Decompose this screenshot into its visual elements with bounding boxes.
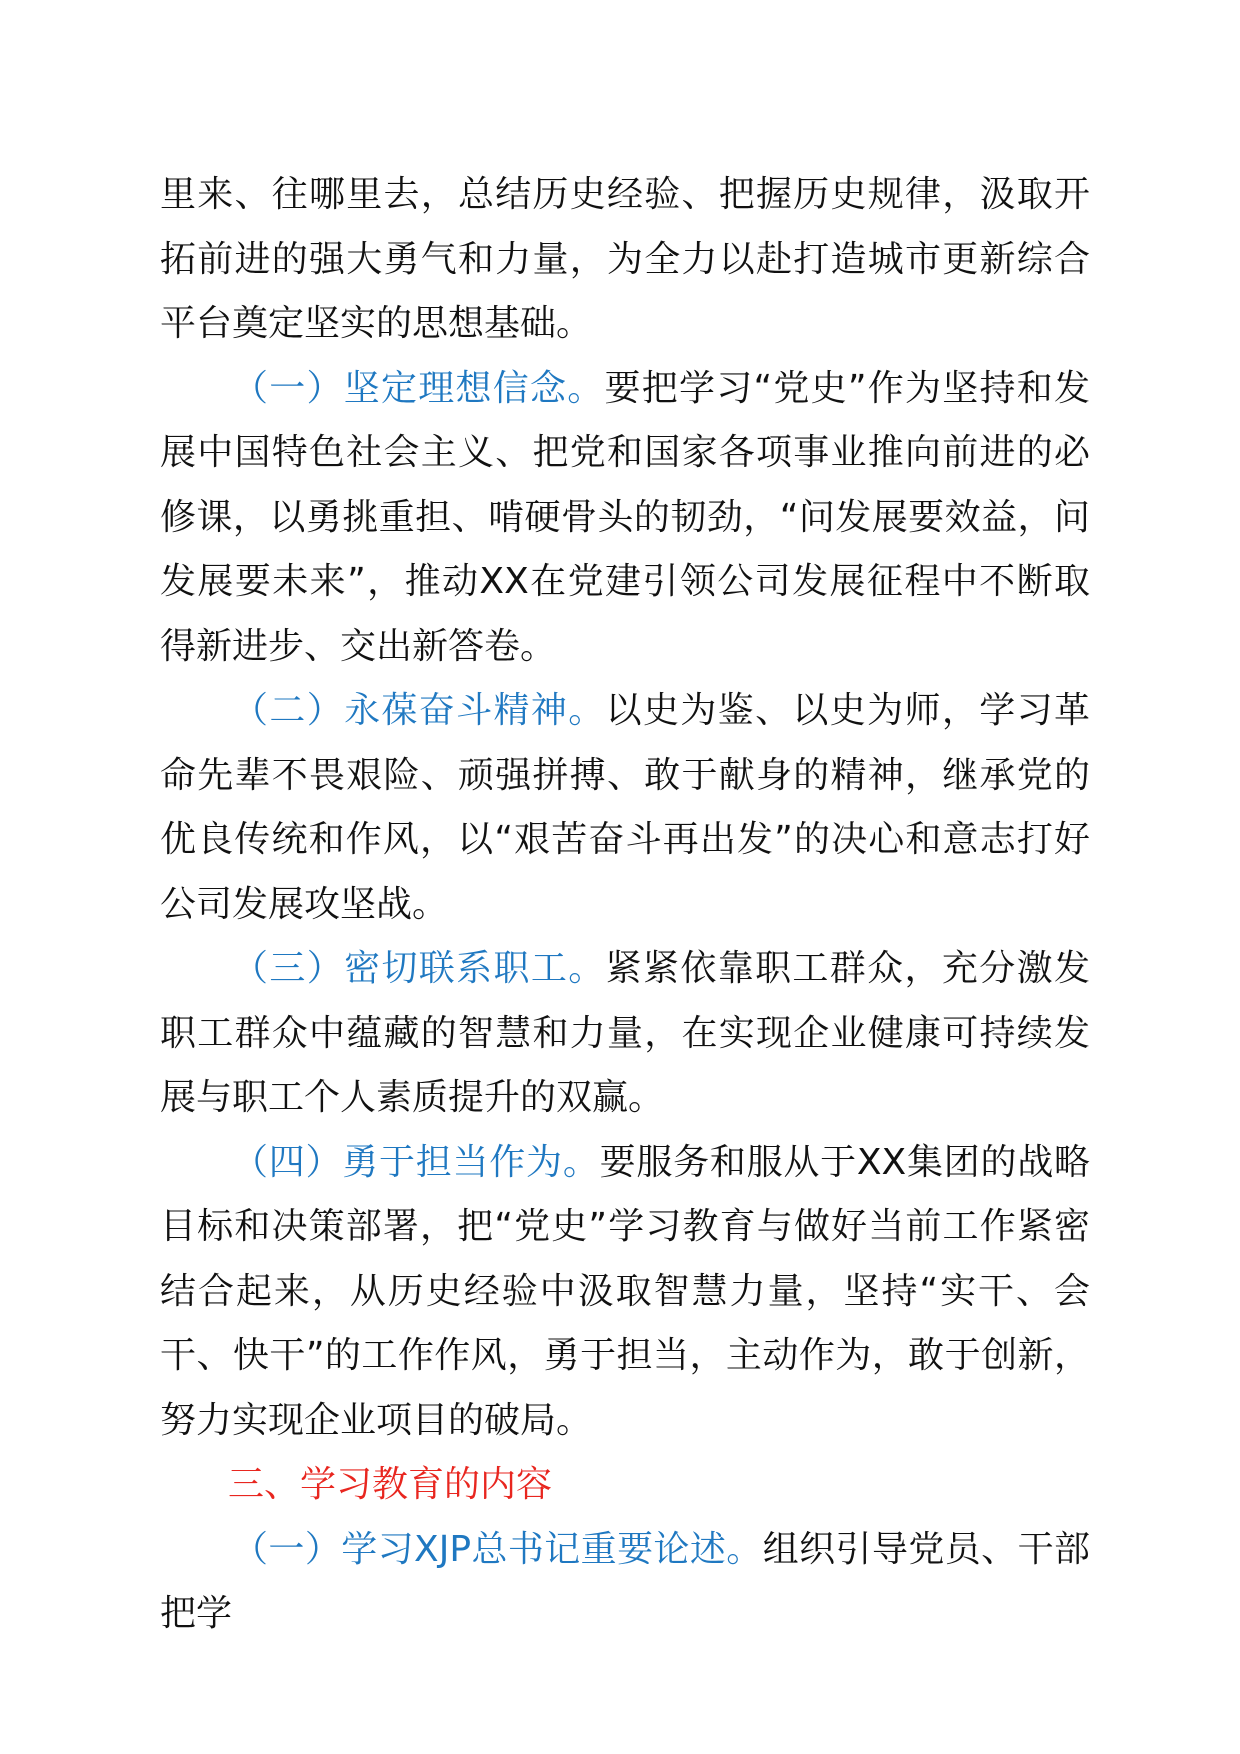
section-three-heading: 三、学习教育的内容 [228,1464,553,1505]
point-2-paragraph [160,679,1090,937]
section-three-point-1-paragraph [160,1518,1090,1647]
point-3-body: 紧紧依靠职工群众，充分激发职工群众中蕴藏的智慧和力量，在实现企业健康可持续发展与职工个人素质提升的双赢。 [160,948,1090,1118]
point-2-heading: （二）永葆奋斗精神。 [232,690,606,731]
intro-paragraph: 里来、往哪里去，总结历史经验、把握历史规律，汲取开拓前进的强大勇气和力量，为全力以赴打造城市更新综合平台奠定坚实的思想基础。 [160,174,1090,344]
point-1-body: 要把学习“党史”作为坚持和发展中国特色社会主义、把党和国家各项事业推向前进的必修课，以勇挑重担、啃硬骨头的韧劲，“问发展要效益，问发展要未来”，推动XX在党建引领公司发展征程中不断取得新进步、交出新答卷。 [160,367,1090,667]
section-three-point-1-body: 组织引导党员、干部把学 [160,1528,1090,1634]
point-3-paragraph [160,937,1090,1131]
point-1-heading: （一）坚定理想信念。 [232,367,605,409]
point-4-paragraph [160,1131,1090,1454]
point-1-paragraph [160,357,1090,680]
point-4-body: 要服务和服从于XX集团的战略目标和决策部署，把“党史”学习教育与做好当前工作紧密结合起来，从历史经验中汲取智慧力量，坚持“实干、会干、快干”的工作作风，勇于担当，主动作为，敢于创新，努力实现企业项目的破局。 [160,1141,1090,1441]
section-three-point-1-heading: （一）学习XJP总书记重要论述。 [232,1528,763,1570]
point-3-heading: （三）密切联系职工。 [232,948,606,989]
document-page [160,163,1090,1647]
point-2-body: 以史为鉴、以史为师，学习革命先辈不畏艰险、顽强拼搏、敢于献身的精神，继承党的优良传统和作风，以“艰苦奋斗再出发”的决心和意志打好公司发展攻坚战。 [160,690,1090,925]
point-4-heading: （四）勇于担当作为。 [232,1141,600,1183]
